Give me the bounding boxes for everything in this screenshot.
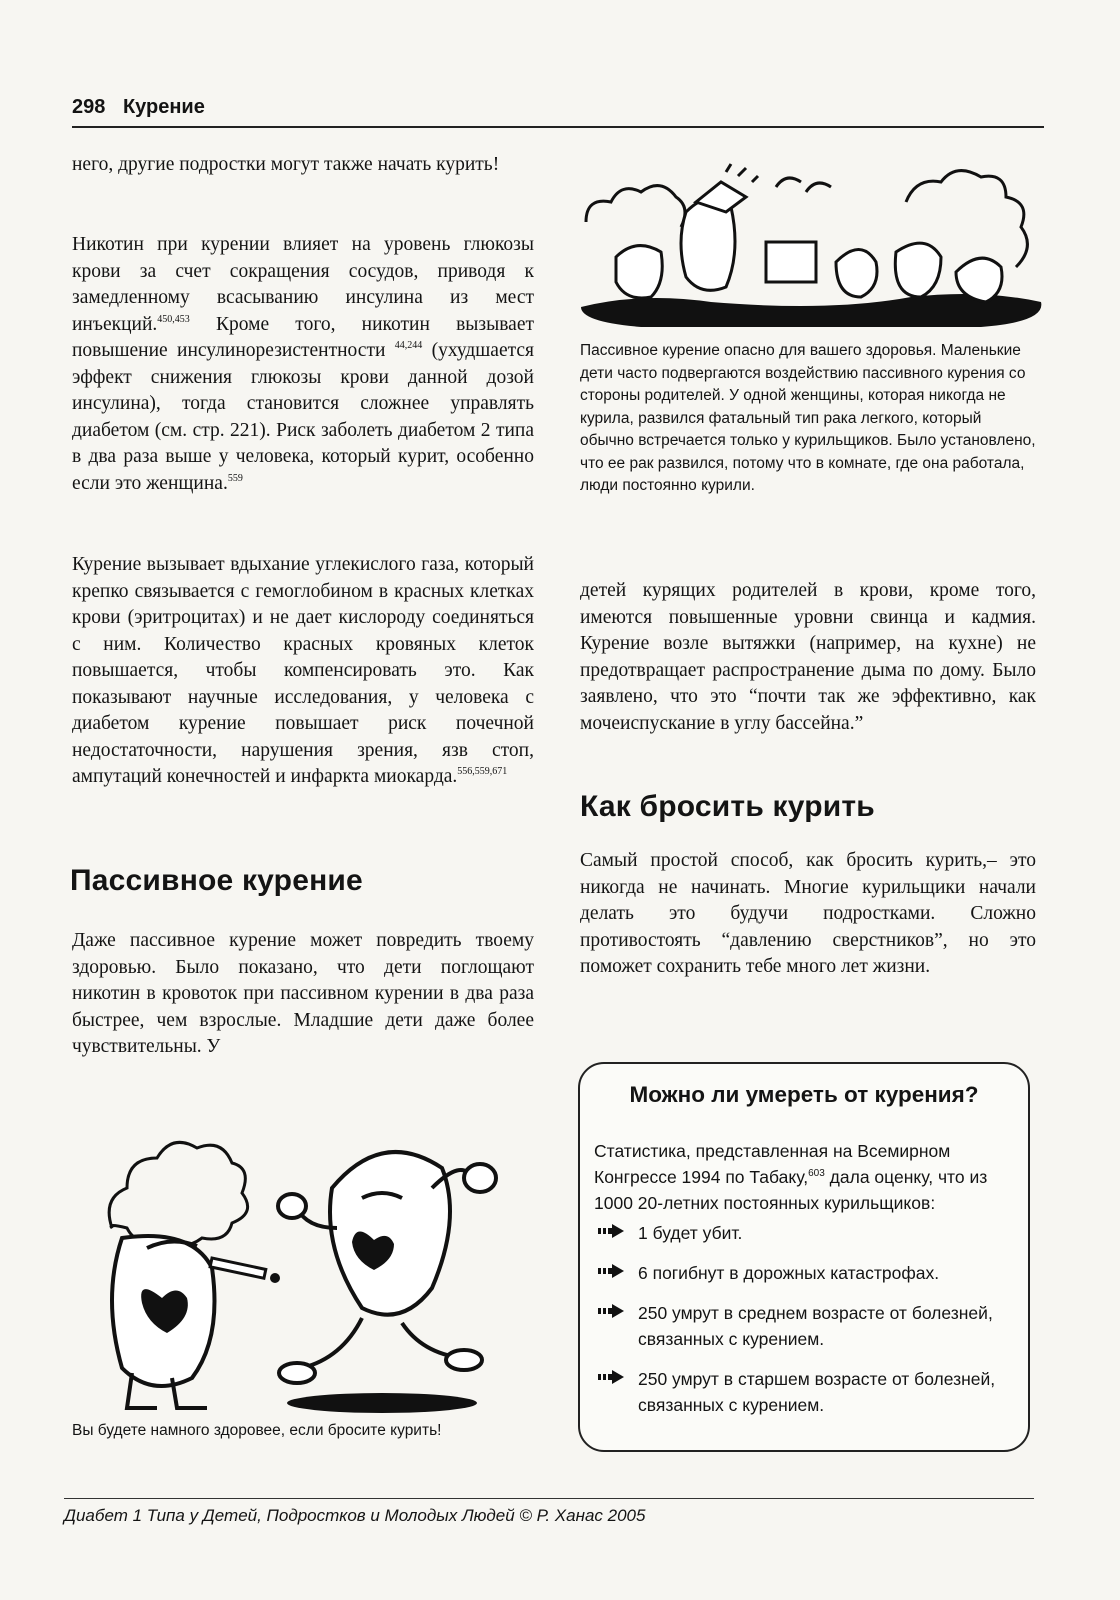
running-head [72, 96, 1044, 128]
left-paragraph-1: него, другие подростки могут также начать курить! [72, 154, 500, 175]
passive-smoking-illustration [576, 162, 1048, 332]
list-item: 1 будет убит. [594, 1220, 1014, 1246]
can-you-die-box [578, 1062, 1030, 1452]
footer: Диабет 1 Типа у Детей, Подростков и Молодых Людей © Р. Ханас 2005 [64, 1506, 646, 1525]
arrow-bullet-icon [598, 1304, 624, 1318]
arrow-bullet-icon [598, 1224, 624, 1238]
arrow-bullet-icon [598, 1370, 624, 1384]
heart-characters-illustration [92, 1128, 522, 1418]
citation: 556,559,671 [457, 766, 508, 777]
heading-passive-smoking: Пассивное курение [70, 864, 363, 897]
citation: 44,244 [394, 340, 423, 351]
statistics-list [594, 1220, 1014, 1432]
right-paragraph-2: Самый простой способ, как бросить курить,– это никогда не начинать. Многие курильщики начали делать это будучи подростками. Сложно противостоять “давлению сверстников”, но это поможет сохранить тебе много лет жизни. [580, 850, 1036, 977]
citation: 450,453 [157, 313, 190, 325]
left-paragraph-3: Курение вызывает вдыхание углекислого газа, который крепко связывается с гемоглобином в красных клетках крови (эритроцитах) и не дает кислороду соединяться с ним. Количество красных кровяных клеток повышается, чтобы компенсировать это. Как показывают научные исследования, у человека с диабетом курение повышает риск почечной недостаточности, нарушения зрения, язв стоп, ампутаций конечностей и инфаркта миокарда.$^{556,559,671}$ [72, 554, 534, 787]
footer-rule [64, 1498, 1034, 1499]
section-title: Курение [122, 96, 205, 118]
box-intro: Статистика, представленная на Всемирном Конгрессе 1994 по Табаку,$^{603}$ дала оценку, что из 1000 20-летних постоянных курильщиков: [594, 1141, 988, 1213]
box-title: Можно ли умереть от курения? [629, 1082, 979, 1107]
list-item: 250 умрут в среднем возрасте от болезней, связанных с курением. [594, 1300, 1014, 1352]
right-paragraph-1: детей курящих родителей в крови, кроме того, имеются повышенные уровни свинца и кадмия. Курение возле вытяжки (например, на кухне) не предотвращает распространение дыма по дому. Было заявлено, что это “почти так же эффективно, как мочеиспускание в углу бассейна.” [580, 580, 1036, 734]
list-item: 6 погибнут в дорожных катастрофах. [594, 1260, 1014, 1286]
citation: 603 [808, 1168, 825, 1179]
list-item: 250 умрут в старшем возрасте от болезней, связанных с курением. [594, 1366, 1014, 1418]
left-paragraph-4: Даже пассивное курение может повредить твоему здоровью. Было показано, что дети поглощают никотин в кровоток при пассивном курении в два раза быстрее, чем взрослые. Младшие дети даже более чувствительны. У [72, 930, 534, 1057]
arrow-bullet-icon [598, 1264, 624, 1278]
heading-how-to-quit: Как бросить курить [580, 790, 875, 823]
left-image-caption: Вы будете намного здоровее, если бросите курить! [72, 1422, 442, 1439]
page-number: 298 [72, 96, 106, 118]
right-image-caption: Пассивное курение опасно для вашего здоровья. Маленькие дети часто подвергаются воздействию пассивного курения со стороны родителей. У одной женщины, которая никогда не курила, развился фатальный тип рака легкого, который обычно встречается только у курильщиков. Было установлено, что ее рак развился, потому что в комнате, где она работала, люди постоянно курили. [580, 342, 1036, 494]
citation: 559 [227, 472, 243, 484]
left-paragraph-2: Никотин при курении влияет на уровень глюкозы крови за счет сокращения сосудов, приводя к замедленному всасыванию инсулина из мест инъекций.$^{450,453}$ Кроме того, никотин вызывает повышение инсулинорезистентности $^{44,244}$ (ухудшается эффект снижения глюкозы крови данной дозой инсулина), тогда становится сложнее управлять диабетом (см. стр. 221). Риск заболеть диабетом 2 типа в два раза выше у человека, который курит, особенно если это женщина.$^{559}$ [72, 234, 534, 494]
